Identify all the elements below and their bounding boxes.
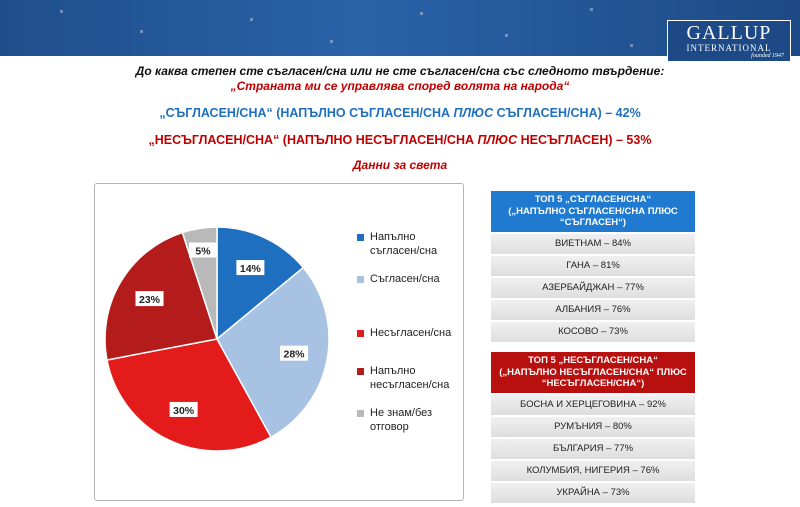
legend-item — [357, 364, 449, 392]
pie-data-label — [189, 243, 217, 258]
legend-swatch — [357, 234, 364, 241]
question-statement: „Страната ми се управлява според волята на народа“ — [230, 79, 570, 93]
question-text: До каква степен сте съгласен/сна или не сте съгласен/сна със следното твърдение: — [135, 64, 665, 78]
top5-agree-header — [491, 191, 695, 232]
pie-label-text: 23% — [139, 294, 161, 307]
banner-decoration — [250, 18, 253, 21]
top5-disagree-panel — [491, 352, 695, 503]
banner-decoration — [60, 10, 63, 13]
panel-header-line: ТОП 5 „СЪГЛАСЕН/СНА“ — [534, 194, 652, 205]
top5-disagree-header — [491, 352, 695, 393]
banner-decoration — [590, 8, 593, 11]
pie-label-text: 14% — [239, 263, 261, 276]
legend-label: Съгласен/сна — [370, 273, 440, 285]
pie-label-text: 5% — [195, 245, 211, 258]
agree-summary: „СЪГЛАСЕН/СНА“ (НАПЪЛНО СЪГЛАСЕН/СНА ПЛЮС СЪГЛАСЕН/СНА) – 42% — [159, 106, 641, 120]
legend-label: съгласен/сна — [370, 245, 438, 257]
ranking-row: УКРАЙНА – 73% — [491, 483, 695, 503]
ranking-row: БОСНА И ХЕРЦЕГОВИНА – 92% — [491, 395, 695, 415]
gallup-logo — [667, 20, 791, 62]
legend-label: Напълно — [370, 365, 416, 377]
banner-decoration — [505, 34, 508, 37]
ranking-row: КОЛУМБИЯ, НИГЕРИЯ – 76% — [491, 461, 695, 481]
pie-data-label — [280, 346, 308, 361]
pie-data-label — [136, 291, 164, 306]
pie-chart — [95, 184, 355, 502]
disagree-summary: „НЕСЪГЛАСЕН/СНА“ (НАПЪЛНО НЕСЪГЛАСЕН/СНА ПЛЮС НЕСЪГЛАСЕН) – 53% — [148, 133, 652, 147]
legend-swatch — [357, 330, 364, 337]
banner-decoration — [330, 40, 333, 43]
legend-item — [357, 326, 451, 340]
legend-label: Не знам/без — [370, 407, 433, 419]
logo-subtitle: INTERNATIONAL — [686, 43, 772, 53]
pie-label-text: 30% — [173, 404, 195, 417]
legend-label: Несъгласен/сна — [370, 327, 452, 339]
banner-decoration — [420, 12, 423, 15]
legend-item — [357, 230, 437, 258]
panel-header-line: ТОП 5 „НЕСЪГЛАСЕН/СНА“ — [528, 355, 658, 366]
logo-title: GALLUP — [686, 22, 772, 44]
legend-item — [357, 406, 432, 434]
legend-label: несъгласен/сна — [370, 379, 450, 391]
ranking-row: ВИЕТНАМ – 84% — [491, 234, 695, 254]
logo-founded: founded 1947 — [751, 53, 784, 59]
panel-header-line: („НАПЪЛНО СЪГЛАСЕН/СНА ПЛЮС — [508, 205, 678, 217]
panel-header-line: “НЕСЪГЛАСЕН/СНА“) — [541, 378, 645, 389]
legend-item — [357, 272, 440, 286]
pie-data-label — [170, 402, 198, 417]
top5-agree-panel — [491, 191, 695, 342]
panel-header-line: “СЪГЛАСЕН“) — [559, 217, 627, 228]
pie-data-label — [236, 260, 264, 275]
legend-label: Напълно — [370, 231, 416, 243]
legend-swatch — [357, 368, 364, 375]
legend-swatch — [357, 276, 364, 283]
ranking-row: КОСОВО – 73% — [491, 322, 695, 342]
banner-decoration — [630, 44, 633, 47]
banner-decoration — [140, 30, 143, 33]
ranking-row: АЛБАНИЯ – 76% — [491, 300, 695, 320]
panel-header-line: („НАПЪЛНО НЕСЪГЛАСЕН/СНА“ ПЛЮС — [499, 366, 687, 378]
legend-label: отговор — [370, 421, 409, 433]
ranking-row: РУМЪНИЯ – 80% — [491, 417, 695, 437]
legend-swatch — [357, 410, 364, 417]
pie-chart-panel — [94, 183, 464, 501]
ranking-row: АЗЕРБАЙДЖАН – 77% — [491, 278, 695, 298]
ranking-row: БЪЛГАРИЯ – 77% — [491, 439, 695, 459]
pie-label-text: 28% — [283, 348, 305, 361]
world-data-label: Данни за света — [352, 158, 448, 172]
ranking-row: ГАНА – 81% — [491, 256, 695, 276]
